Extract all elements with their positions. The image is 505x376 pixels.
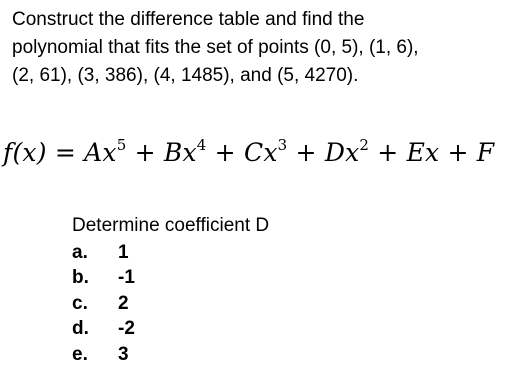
formula-term — [477, 138, 495, 167]
answer-choice-d[interactable] — [72, 316, 135, 341]
term-coefficient: Ex — [406, 138, 440, 167]
answer-choices — [72, 240, 135, 367]
choice-value: 1 — [118, 242, 129, 263]
formula-plus: + — [287, 138, 325, 167]
formula-equals: = — [54, 138, 76, 167]
question-text — [12, 6, 502, 90]
term-coefficient: Dx — [324, 138, 360, 167]
choice-value: -2 — [118, 318, 135, 340]
term-coefficient: F — [476, 138, 495, 167]
choice-letter: c. — [72, 292, 88, 314]
question-line: (2, 61), (3, 386), (4, 1485), and (5, 4270). — [12, 65, 359, 86]
answer-choice-c[interactable] — [72, 291, 135, 316]
formula-term — [407, 138, 440, 167]
term-coefficient: Bx — [163, 138, 197, 167]
formula-plus: + — [369, 138, 407, 167]
answer-choice-a[interactable] — [72, 240, 135, 265]
formula-plus: + — [439, 138, 477, 167]
term-exponent: 4 — [196, 136, 207, 154]
question-line: polynomial that fits the set of points (0, 5), (1, 6), — [12, 37, 419, 58]
term-coefficient: Cx — [243, 138, 278, 167]
term-coefficient: Ax — [84, 138, 117, 167]
question-line: Construct the difference table and find the — [12, 9, 365, 30]
formula-plus: + — [126, 138, 164, 167]
choice-letter: a. — [72, 242, 88, 263]
choice-letter: b. — [72, 267, 89, 289]
formula-plus: + — [206, 138, 244, 167]
term-exponent: 2 — [359, 136, 370, 154]
choice-letter: d. — [72, 318, 89, 340]
answer-choice-b[interactable] — [72, 265, 135, 290]
formula-term — [325, 138, 369, 167]
formula-terms — [84, 138, 494, 167]
question-prompt: Determine coefficient D — [72, 215, 270, 236]
polynomial-formula — [3, 138, 494, 167]
choice-value: 2 — [118, 292, 129, 314]
choice-value: -1 — [118, 267, 135, 289]
formula-term — [164, 138, 207, 167]
term-exponent: 5 — [116, 136, 127, 154]
answer-choice-e[interactable] — [72, 342, 135, 367]
choice-value: 3 — [118, 343, 129, 365]
choice-letter: e. — [72, 343, 88, 365]
formula-term — [84, 138, 126, 167]
term-exponent: 3 — [277, 136, 288, 154]
formula-term — [244, 138, 287, 167]
formula-lhs: f(x) — [3, 138, 47, 167]
